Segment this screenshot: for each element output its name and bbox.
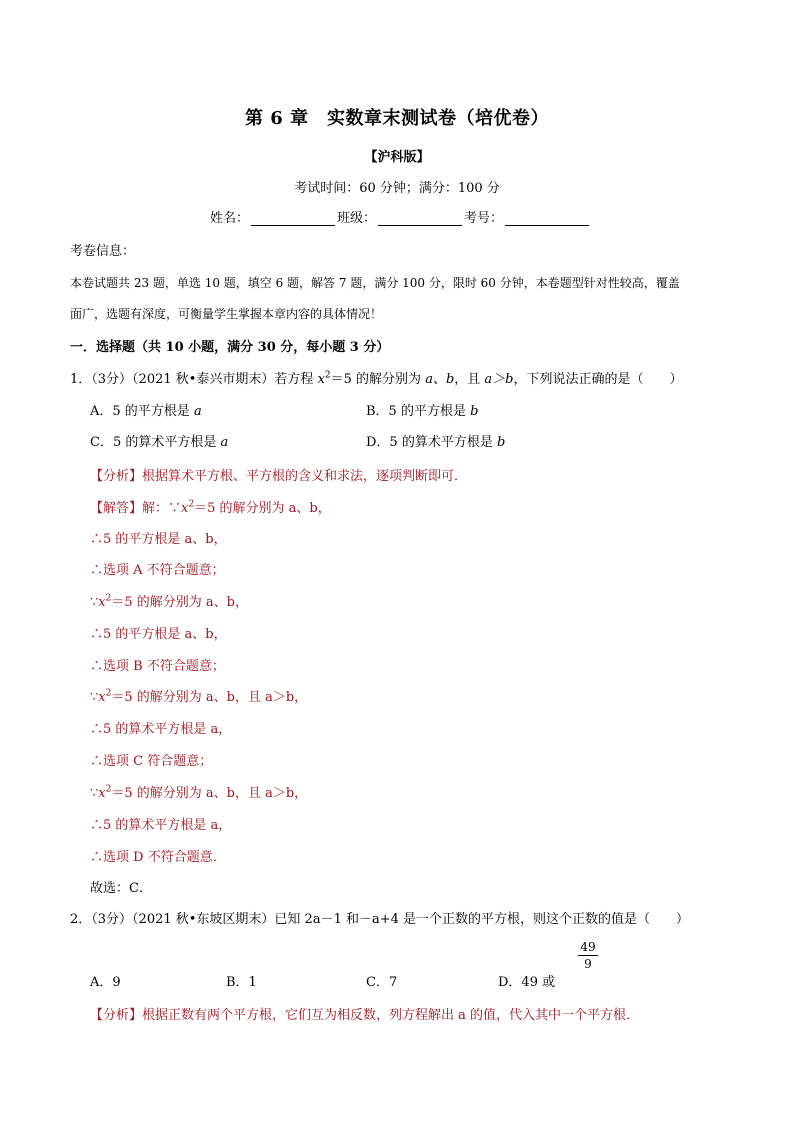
option-var: b: [496, 435, 506, 450]
edition-label: 【沪科版】: [364, 150, 430, 165]
q1-answer-line-9: ∴选项 C 符合题意；: [90, 754, 213, 769]
id-blank: [505, 211, 589, 226]
option-text: B．5 的平方根是: [366, 404, 471, 419]
q1-stem-part: ＝5 的解分别为: [330, 372, 426, 387]
option-text: C．5 的算术平方根是: [90, 435, 221, 450]
answer-exponent: 2: [105, 688, 112, 699]
answer-var-x: x: [98, 595, 106, 610]
answer-text: ∵: [90, 595, 99, 610]
q2-option-c: C．7: [366, 975, 398, 990]
q1-option-a: [90, 400, 202, 419]
q1-stem-part: 1．（3分）（2021 秋•泰兴市期末）若方程: [70, 372, 318, 387]
answer-text: ∵: [90, 690, 99, 705]
page-title: 第 6 章 实数章末测试卷（培优卷）: [244, 108, 550, 129]
q1-answer-line-6: ∴选项 B 不符合题意；: [90, 659, 225, 674]
intro-line-1: 本卷试题共 23 题，单选 10 题，填空 6 题，解答 7 题，满分 100 分，限时 60 分钟，本卷题型针对性较高，覆盖: [70, 276, 680, 290]
q2-option-d-fraction: [578, 940, 598, 971]
answer-exponent: 2: [105, 593, 112, 604]
option-text: A．5 的平方根是: [90, 404, 194, 419]
intro-heading: 考卷信息：: [70, 244, 136, 259]
intro-line-2: 面广，选题有深度，可衡量学生掌握本章内容的具体情况！: [70, 307, 383, 321]
q2-analysis: [90, 1004, 639, 1023]
q2-option-a: A．9: [90, 975, 121, 990]
id-label: 考号：: [464, 211, 504, 226]
option-var: b: [470, 404, 479, 419]
option-text: D．5 的算术平方根是: [366, 435, 497, 450]
q1-answer-line-11: ∴5 的算术平方根是 a，: [90, 818, 232, 833]
student-info-fields: [210, 207, 591, 226]
analysis-tag: 【分析】: [90, 469, 143, 484]
q1-option-c: [90, 431, 228, 450]
answer-tag: 【解答】: [90, 501, 143, 516]
answer-exponent: 2: [188, 499, 195, 510]
fraction-denominator: 9: [584, 957, 592, 971]
answer-exponent: 2: [105, 784, 112, 795]
option-var: a: [220, 435, 229, 450]
q1-option-b: [366, 400, 478, 419]
question-1-stem: [70, 368, 683, 387]
q1-option-d: [366, 431, 505, 450]
q1-var-inequality: a＞b: [484, 372, 514, 387]
q1-answer-line-1: [90, 497, 331, 516]
answer-var-x: x: [181, 501, 189, 516]
question-2-stem: 2．（3分）（2021 秋•东坡区期末）已知 2a－1 和－a+4 是一个正数的平方根，则这个正数的值是（ ）: [70, 912, 690, 927]
analysis-tag: 【分析】: [90, 1008, 143, 1023]
fraction-numerator: 49: [578, 940, 598, 956]
section-heading: 一．选择题（共 10 小题，满分 30 分，每小题 3 分）: [70, 340, 390, 355]
answer-text: ＝5 的解分别为 a、b，且 a＞b，: [111, 786, 308, 801]
answer-text: ＝5 的解分别为 a、b，且 a＞b，: [111, 690, 308, 705]
answer-text: ∵: [90, 786, 99, 801]
q1-answer-line-3: ∴选项 A 不符合题意；: [90, 563, 225, 578]
analysis-text: 根据算术平方根、平方根的含义和求法，逐项判断即可．: [142, 469, 468, 484]
q1-analysis: [90, 465, 467, 484]
answer-var-x: x: [98, 690, 106, 705]
q1-answer-line-5: ∴5 的平方根是 a、b，: [90, 627, 227, 642]
name-label: 姓名：: [210, 211, 250, 226]
class-blank: [378, 211, 462, 226]
q1-conclusion: 故选：C．: [90, 881, 152, 896]
q1-answer-line-4: [90, 591, 248, 610]
q2-option-d: D．49 或: [498, 975, 556, 990]
q1-stem-part: ，下列说法正确的是（ ）: [513, 372, 683, 387]
q1-answer-line-8: ∴5 的算术平方根是 a，: [90, 722, 232, 737]
q1-var-x: x: [317, 372, 325, 387]
q1-stem-part: ，且: [454, 372, 485, 387]
answer-var-x: x: [98, 786, 106, 801]
answer-text: 解：∵: [142, 501, 182, 516]
q1-answer-line-7: [90, 686, 307, 705]
q1-answer-line-2: ∴5 的平方根是 a、b，: [90, 532, 227, 547]
answer-text: ＝5 的解分别为 a、b，: [194, 501, 331, 516]
name-blank: [251, 211, 335, 226]
analysis-text: 根据正数有两个平方根，它们互为相反数，列方程解出 a 的值，代入其中一个平方根．: [142, 1008, 640, 1023]
q1-exponent: 2: [324, 370, 331, 381]
q1-answer-line-12: ∴选项 D 不符合题意．: [90, 850, 226, 865]
q2-option-b: B．1: [226, 975, 257, 990]
answer-text: ＝5 的解分别为 a、b，: [111, 595, 248, 610]
q1-answer-line-10: [90, 782, 307, 801]
q1-var-ab: a、b: [425, 372, 455, 387]
option-var: a: [193, 404, 202, 419]
exam-time-info: 考试时间：60 分钟；满分：100 分: [294, 181, 500, 196]
class-label: 班级：: [337, 211, 377, 226]
